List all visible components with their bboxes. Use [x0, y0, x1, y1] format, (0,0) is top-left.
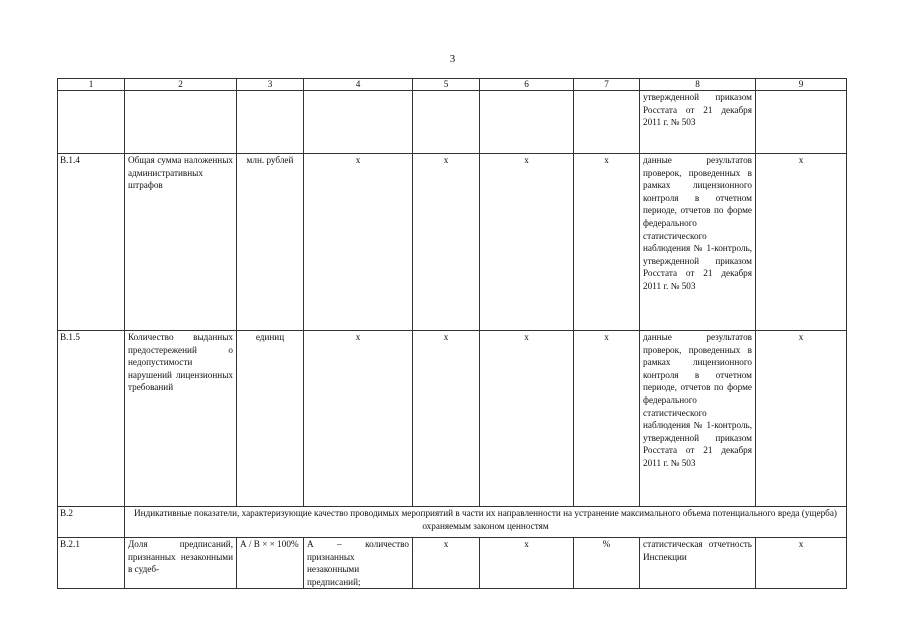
unit-cell: единиц — [237, 331, 304, 507]
section-code: В.2 — [58, 507, 125, 538]
cell-value: х — [480, 538, 574, 589]
indicator-name: Количество выданных предостережений о недопустимости нарушений лицензионных требований — [125, 331, 237, 507]
cell-value: х — [756, 538, 847, 589]
source-cell: данные результатов проверок, проведенных в рамках лицензионного контроля в отчетном периоде, отчетов по форме федерального статистического наблюдения № 1-контроль, утвержденной приказом Росстата от 21 декабря 2011 г. № 503 — [640, 331, 756, 507]
table-row-b15 — [58, 331, 847, 507]
empty-cell — [58, 91, 125, 154]
column-number: 1 — [58, 79, 125, 91]
cell-value: х — [413, 538, 480, 589]
cell-value: х — [480, 331, 574, 507]
cell-value: х — [413, 154, 480, 331]
table-row-continuation — [58, 91, 847, 154]
cell-value: х — [480, 154, 574, 331]
column-number: 4 — [304, 79, 413, 91]
empty-cell — [125, 91, 237, 154]
cell-value: х — [413, 331, 480, 507]
cell-value: х — [756, 331, 847, 507]
indicator-code: В.2.1 — [58, 538, 125, 589]
table-row-b14 — [58, 154, 847, 331]
column-number: 3 — [237, 79, 304, 91]
empty-cell — [480, 91, 574, 154]
table-row-section-b2 — [58, 507, 847, 538]
unit-cell: млн. рублей — [237, 154, 304, 331]
indicator-name: Общая сумма наложенных административных штрафов — [125, 154, 237, 331]
cell-value: х — [756, 154, 847, 331]
formula-description: А – количество признанных незаконными предписаний; — [304, 538, 413, 589]
cell-value: х — [304, 154, 413, 331]
formula-cell: А / В × × 100% — [237, 538, 304, 589]
empty-cell — [756, 91, 847, 154]
column-number: 8 — [640, 79, 756, 91]
empty-cell — [574, 91, 640, 154]
column-number: 2 — [125, 79, 237, 91]
page-number: 3 — [449, 53, 456, 65]
indicators-table — [57, 78, 847, 589]
source-cell: статистическая отчетность Инспекции — [640, 538, 756, 589]
section-title: Индикативные показатели, характеризующие качество проводимых мероприятий в части их направленности на устранение максимального объема потенциального вреда (ущерба) охраняемым законом ценностям — [125, 507, 847, 538]
indicator-code: В.1.4 — [58, 154, 125, 331]
column-number: 6 — [480, 79, 574, 91]
column-number: 9 — [756, 79, 847, 91]
unit-cell: % — [574, 538, 640, 589]
source-cell: утвержденной приказом Росстата от 21 декабря 2011 г. № 503 — [640, 91, 756, 154]
indicator-code: В.1.5 — [58, 331, 125, 507]
cell-value: х — [574, 154, 640, 331]
column-number-row — [58, 79, 847, 91]
empty-cell — [304, 91, 413, 154]
empty-cell — [413, 91, 480, 154]
source-cell: данные результатов проверок, проведенных в рамках лицензионного контроля в отчетном периоде, отчетов по форме федерального статистического наблюдения № 1-контроль, утвержденной приказом Росстата от 21 декабря 2011 г. № 503 — [640, 154, 756, 331]
column-number: 5 — [413, 79, 480, 91]
column-number: 7 — [574, 79, 640, 91]
cell-value: х — [574, 331, 640, 507]
cell-value: х — [304, 331, 413, 507]
table-row-b21 — [58, 538, 847, 589]
empty-cell — [237, 91, 304, 154]
indicator-name: Доля предписаний, признанных незаконными в судеб- — [125, 538, 237, 589]
